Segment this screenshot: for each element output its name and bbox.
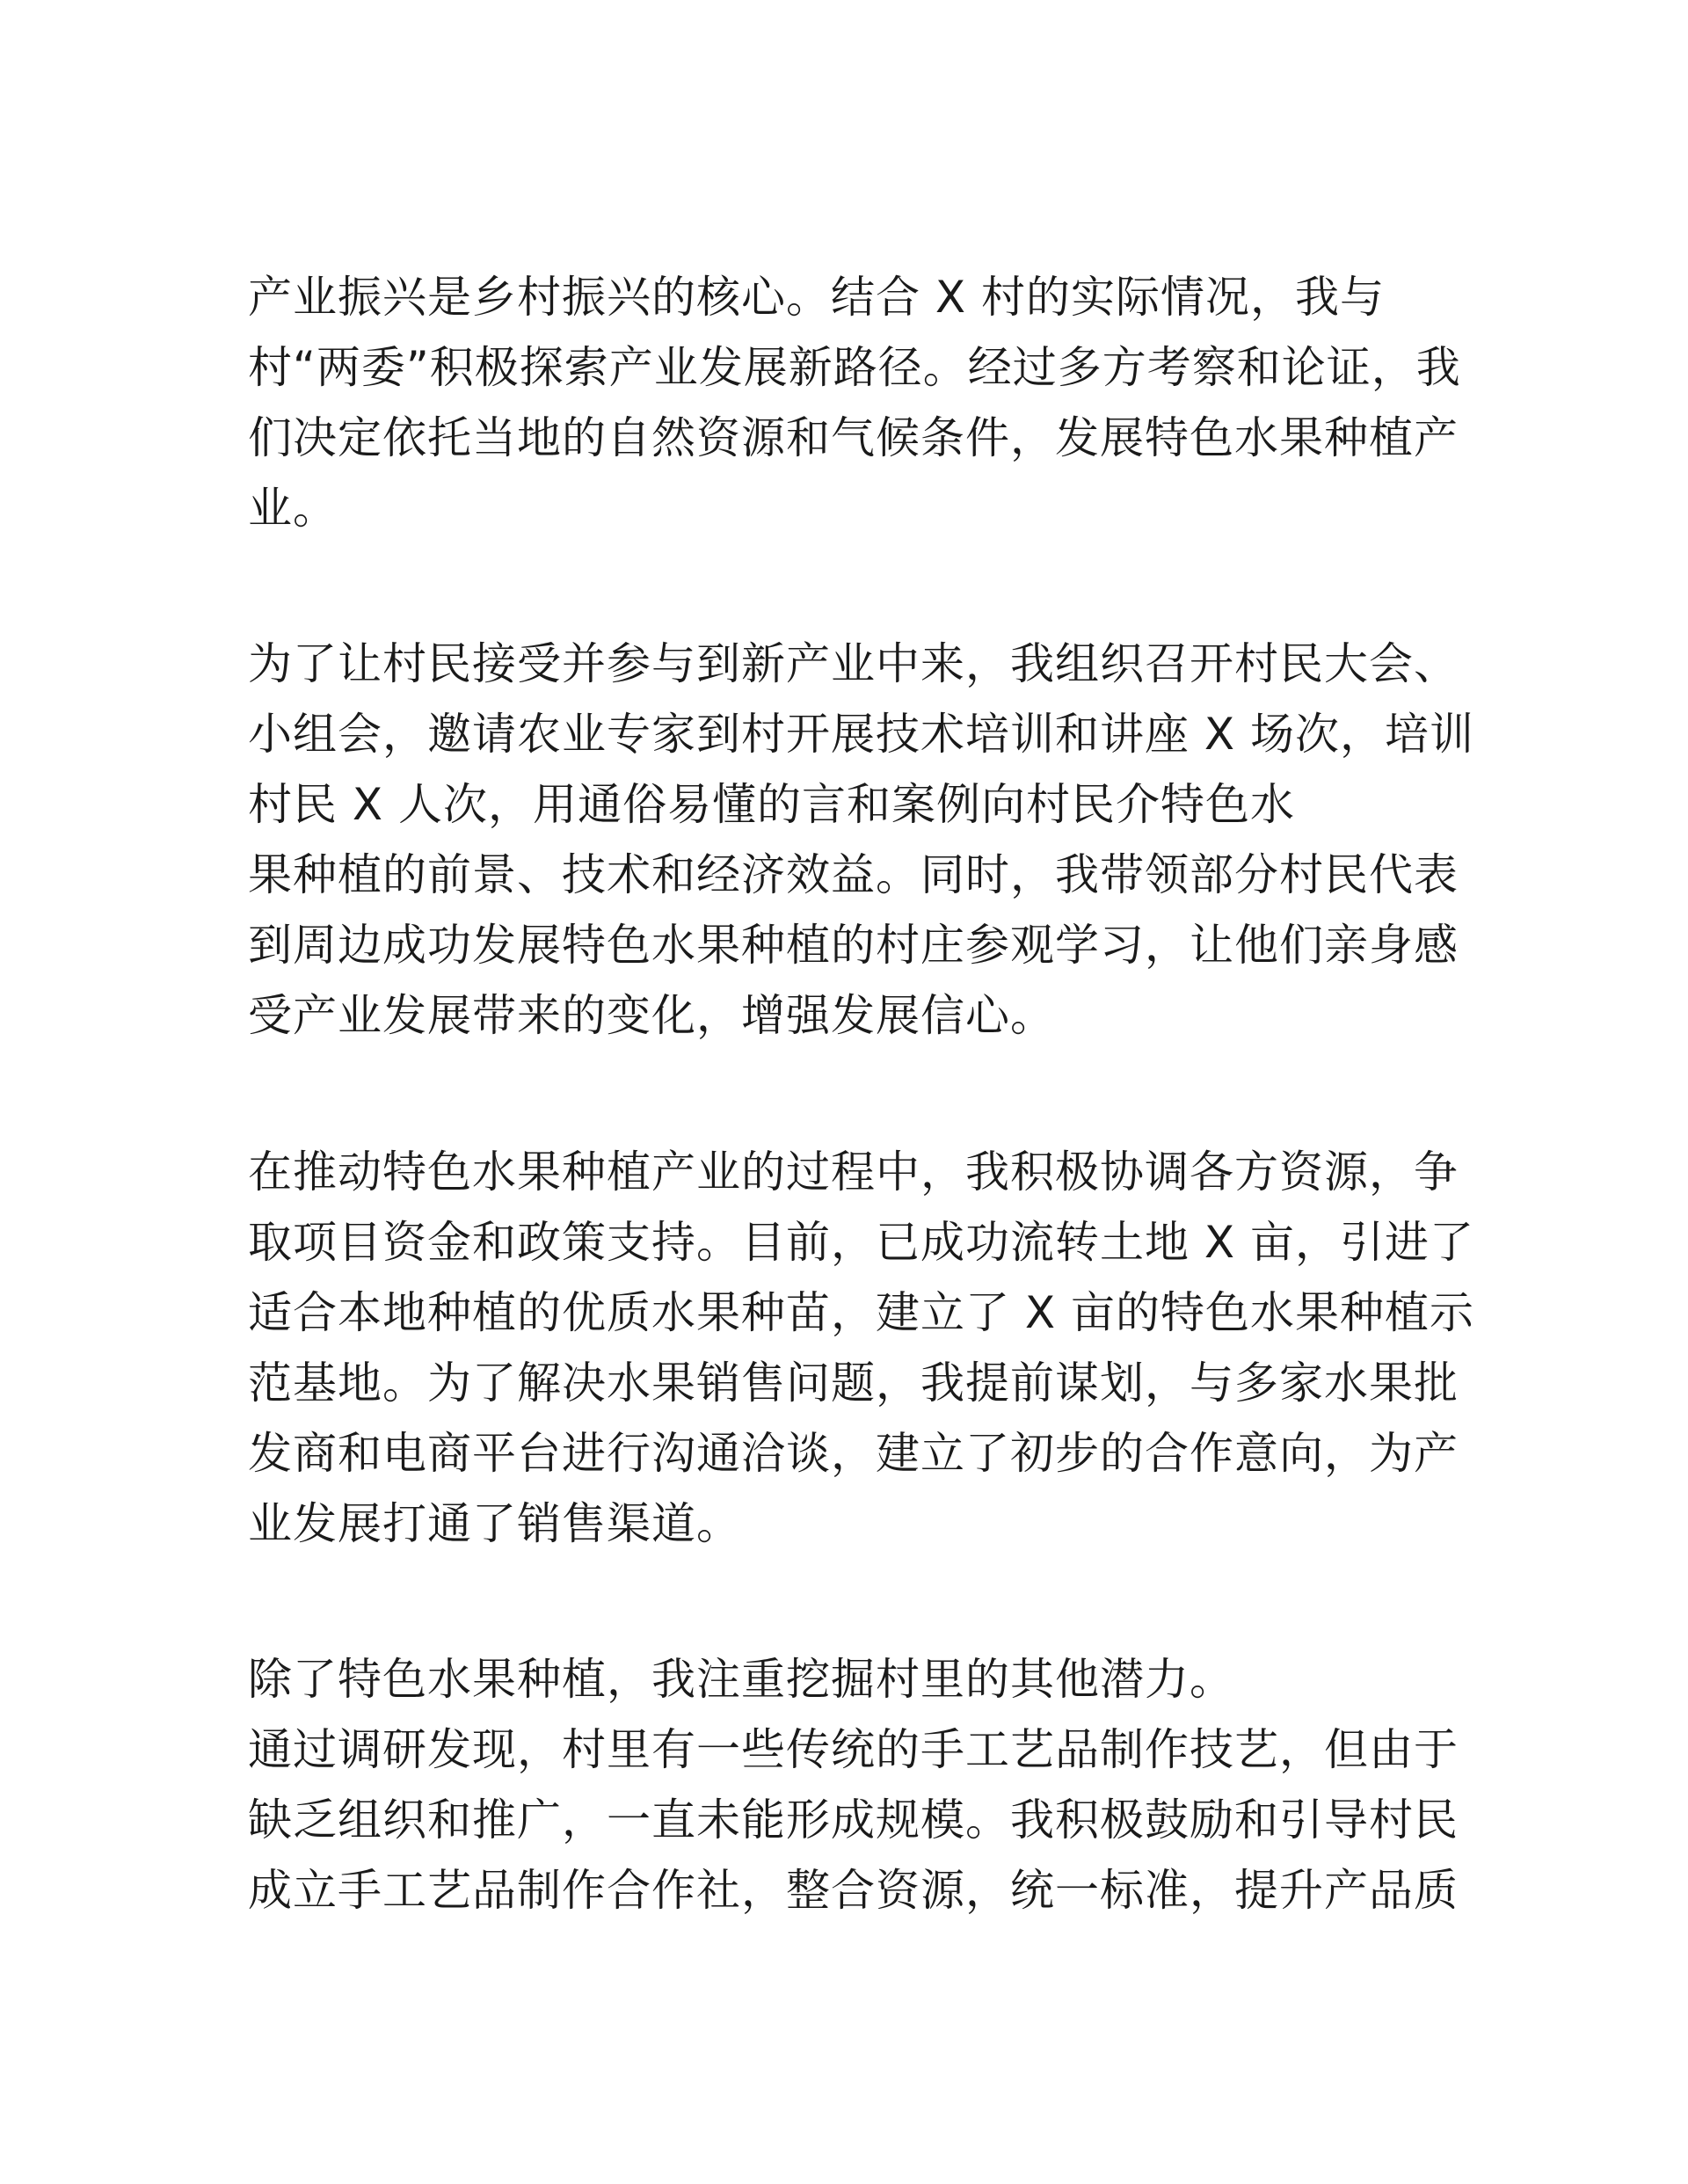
text-line: 产业振兴是乡村振兴的核心。结合 X 村的实际情况，我与 <box>248 272 1386 323</box>
paragraph-industry-revitalization <box>248 262 1461 543</box>
text-line: 发商和电商平台进行沟通洽谈，建立了初步的合作意向，为产 <box>248 1428 1459 1479</box>
paragraph-handicraft-potential <box>248 1644 1459 1926</box>
text-line: 村民 X 人次，用通俗易懂的言和案例向村民介特色水 <box>248 779 1296 830</box>
text-line: 业发展打通了销售渠道。 <box>248 1498 741 1549</box>
text-line: 果种植的前景、技术和经济效益。同时，我带领部分村民代表 <box>248 849 1459 900</box>
text-line: 范基地。为了解决水果销售问题，我提前谋划，与多家水果批 <box>248 1358 1459 1409</box>
text-line: 取项目资金和政策支持。目前，已成功流转土地 X 亩，引进了 <box>248 1217 1475 1268</box>
text-line: 们决定依托当地的自然资源和气候条件，发展特色水果种植产 <box>248 412 1459 463</box>
text-line: 村“两委”积极探索产业发展新路径。经过多方考察和论证，我 <box>248 342 1461 393</box>
text-line: 通过调研发现，村里有一些传统的手工艺品制作技艺，但由于 <box>248 1724 1459 1775</box>
text-line: 除了特色水果种植，我注重挖掘村里的其他潜力。 <box>248 1654 1234 1705</box>
text-line: 受产业发展带来的变化，增强发展信心。 <box>248 990 1055 1041</box>
text-line: 为了让村民接受并参与到新产业中来，我组织召开村民大会、 <box>248 638 1459 689</box>
text-line: 业。 <box>248 483 338 534</box>
text-line: 成立手工艺品制作合作社，整合资源，统一标准，提升产品质 <box>248 1865 1459 1916</box>
paragraph-villager-participation <box>248 629 1475 1051</box>
text-line: 缺乏组织和推广，一直未能形成规模。我积极鼓励和引导村民 <box>248 1795 1459 1845</box>
text-line: 适合本地种植的优质水果种苗，建立了 X 亩的特色水果种植示 <box>248 1287 1475 1338</box>
text-line: 小组会，邀请农业专家到村开展技术培训和讲座 X 场次，培训 <box>248 709 1475 760</box>
text-line: 在推动特色水果种植产业的过程中，我积极协调各方资源，争 <box>248 1147 1459 1198</box>
text-line: 到周边成功发展特色水果种植的村庄参观学习，让他们亲身感 <box>248 920 1459 971</box>
paragraph-resource-coordination <box>248 1137 1475 1559</box>
